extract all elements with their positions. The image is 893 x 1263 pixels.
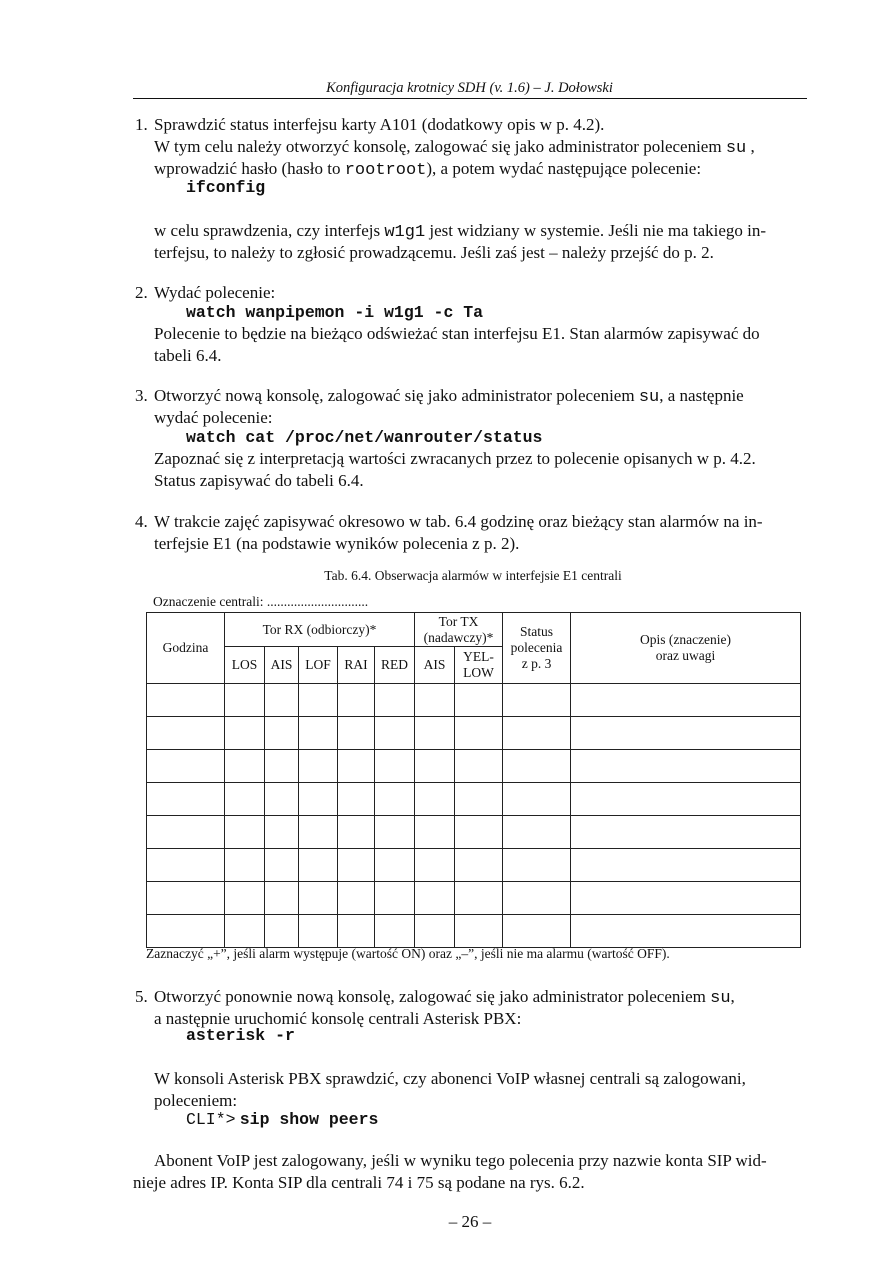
table-cell [455, 750, 503, 783]
step-5-number: 5. [135, 987, 148, 1006]
step-1-line-3: wprowadzić hasło (hasło to rootroot), a potem wydać następujące polecenie: [154, 159, 702, 180]
table-cell [147, 750, 225, 783]
header-ais-tx: AIS [415, 647, 455, 684]
inline-code: su [710, 989, 731, 1008]
cli-command: sip show peers [239, 1110, 379, 1129]
table-cell [503, 915, 571, 948]
table-cell [225, 849, 265, 882]
exchange-label: Oznaczenie centrali: .............................. [153, 594, 369, 609]
header-godzina: Godzina [147, 613, 225, 684]
table-cell [571, 717, 801, 750]
table-cell [415, 915, 455, 948]
table-cell [415, 849, 455, 882]
table-row [147, 750, 801, 783]
step-1-line-2: W tym celu należy otworzyć konsolę, zalogować się jako administrator poleceniem su , [154, 137, 755, 158]
inline-code: su [725, 139, 747, 158]
table-cell [338, 684, 375, 717]
table-caption: Tab. 6.4. Obserwacja alarmów w interfejsie E1 centrali [324, 568, 622, 583]
table-cell [503, 816, 571, 849]
table-cell [225, 816, 265, 849]
step-5-command: asterisk -r [186, 1026, 295, 1045]
table-cell [571, 684, 801, 717]
table-cell [375, 849, 415, 882]
table-row [147, 783, 801, 816]
table-footnote: Zaznaczyć „+”, jeśli alarm występuje (wartość ON) oraz „–”, jeśli nie ma alarmu (wartość OFF). [146, 946, 670, 961]
table-cell [571, 915, 801, 948]
table-cell [375, 915, 415, 948]
table-cell [375, 717, 415, 750]
table-cell [375, 684, 415, 717]
table-row [147, 816, 801, 849]
table-cell [415, 684, 455, 717]
table-cell [299, 849, 338, 882]
step-2-command: watch wanpipemon -i w1g1 -c Ta [186, 303, 484, 322]
step-1-line-5: terfejsu, to należy to zgłosić prowadzącemu. Jeśli zaś jest – należy przejść do p. 2. [154, 243, 714, 262]
table-cell [265, 684, 299, 717]
table-cell [375, 750, 415, 783]
table-cell [415, 717, 455, 750]
table-cell [503, 717, 571, 750]
table-cell [571, 750, 801, 783]
step-5-line-4: poleceniem: [154, 1091, 238, 1110]
table-cell [338, 750, 375, 783]
table-cell [338, 915, 375, 948]
step-5-line-2: a następnie uruchomić konsolę centrali Asterisk PBX: [154, 1009, 522, 1028]
closing-line-1: Abonent VoIP jest zalogowany, jeśli w wyniku tego polecenia przy nazwie konta SIP wid- [154, 1151, 767, 1170]
step-1-number: 1. [135, 115, 148, 134]
header-opis: Opis (znaczenie) oraz uwagi [571, 613, 801, 684]
step-5-line-1: Otworzyć ponownie nową konsolę, zalogować się jako administrator poleceniem su, [154, 987, 735, 1008]
header-ais-rx: AIS [265, 647, 299, 684]
table-cell [265, 849, 299, 882]
step-2-line-2: Polecenie to będzie na bieżąco odświeżać stan interfejsu E1. Stan alarmów zapisywać do [154, 324, 760, 343]
table-cell [503, 684, 571, 717]
table-cell [415, 816, 455, 849]
cli-command-line [186, 1108, 378, 1131]
table-cell [455, 882, 503, 915]
step-3-line-1: Otworzyć nową konsolę, zalogować się jako administrator poleceniem su, a następnie [154, 386, 744, 407]
table-cell [225, 915, 265, 948]
table-cell [299, 882, 338, 915]
inline-code: w1g1 [384, 223, 426, 242]
table-cell [503, 750, 571, 783]
table-row [147, 849, 801, 882]
table-cell [225, 750, 265, 783]
table-cell [299, 750, 338, 783]
step-3-line-4: Status zapisywać do tabeli 6.4. [154, 471, 364, 490]
table-cell [225, 684, 265, 717]
table-row [147, 684, 801, 717]
header-rule [133, 98, 807, 99]
table-cell [503, 849, 571, 882]
table-cell [225, 783, 265, 816]
table-cell [299, 717, 338, 750]
step-3-number: 3. [135, 386, 148, 405]
table-cell [455, 717, 503, 750]
step-2-line-3: tabeli 6.4. [154, 346, 222, 365]
table-cell [455, 915, 503, 948]
page-number: – 26 – [448, 1212, 492, 1231]
table-cell [571, 783, 801, 816]
table-cell [571, 882, 801, 915]
table-cell [299, 915, 338, 948]
table-cell [265, 783, 299, 816]
header-lof: LOF [299, 647, 338, 684]
running-header: Konfiguracja krotnicy SDH (v. 1.6) – J. Dołowski [326, 80, 613, 96]
header-red: RED [375, 647, 415, 684]
step-3-line-3: Zapoznać się z interpretacją wartości zwracanych przez to polecenie opisanych w p. 4.2. [154, 449, 756, 468]
table-cell [147, 849, 225, 882]
header-los: LOS [225, 647, 265, 684]
table-cell [375, 816, 415, 849]
table-cell [375, 783, 415, 816]
table-cell [299, 684, 338, 717]
step-2-line-1: Wydać polecenie: [154, 283, 276, 302]
header-status: Status polecenia z p. 3 [503, 613, 571, 684]
table-cell [455, 849, 503, 882]
table-cell [455, 783, 503, 816]
table-cell [147, 816, 225, 849]
table-row [147, 915, 801, 948]
cli-prompt: CLI*> [186, 1110, 236, 1129]
table-cell [455, 684, 503, 717]
step-5-line-3: W konsoli Asterisk PBX sprawdzić, czy abonenci VoIP własnej centrali są zalogowani, [154, 1069, 746, 1088]
step-3-command: watch cat /proc/net/wanrouter/status [186, 428, 543, 447]
table-cell [338, 717, 375, 750]
table-cell [225, 717, 265, 750]
step-4-number: 4. [135, 512, 148, 531]
header-rx: Tor RX (odbiorczy)* [225, 613, 415, 647]
table-cell [338, 783, 375, 816]
table-cell [338, 849, 375, 882]
table-cell [147, 882, 225, 915]
table-cell [455, 816, 503, 849]
table-cell [265, 915, 299, 948]
table-row [147, 882, 801, 915]
table-cell [503, 882, 571, 915]
table-cell [375, 882, 415, 915]
table-cell [415, 783, 455, 816]
step-1-line-4: w celu sprawdzenia, czy interfejs w1g1 jest widziany w systemie. Jeśli nie ma takiego in- [154, 221, 767, 242]
table-cell [265, 882, 299, 915]
table-cell [299, 783, 338, 816]
table-cell [265, 816, 299, 849]
header-rai: RAI [338, 647, 375, 684]
table-cell [338, 882, 375, 915]
table-cell [571, 849, 801, 882]
table-row [147, 717, 801, 750]
table-cell [147, 684, 225, 717]
alarm-observation-table [146, 612, 801, 948]
table-cell [225, 882, 265, 915]
table-cell [571, 816, 801, 849]
closing-line-2: nieje adres IP. Konta SIP dla centrali 74 i 75 są podane na rys. 6.2. [133, 1173, 585, 1192]
table-cell [338, 816, 375, 849]
step-3-line-2: wydać polecenie: [154, 408, 273, 427]
header-yellow: YEL- LOW [455, 647, 503, 684]
inline-code: su [638, 388, 660, 407]
table-cell [147, 783, 225, 816]
table-cell [299, 816, 338, 849]
table-cell [147, 717, 225, 750]
step-4-line-1: W trakcie zajęć zapisywać okresowo w tab. 6.4 godzinę oraz bieżący stan alarmów na in- [154, 512, 763, 531]
inline-code: rootroot [344, 161, 427, 180]
table-cell [503, 783, 571, 816]
table-cell [265, 750, 299, 783]
step-2-number: 2. [135, 283, 148, 302]
step-4-line-2: terfejsie E1 (na podstawie wyników polecenia z p. 2). [154, 534, 520, 553]
table-cell [415, 882, 455, 915]
table-cell [265, 717, 299, 750]
table-cell [415, 750, 455, 783]
header-tx: Tor TX (nadawczy)* [415, 613, 503, 647]
table-cell [147, 915, 225, 948]
step-1-line-1: Sprawdzić status interfejsu karty A101 (dodatkowy opis w p. 4.2). [154, 115, 605, 134]
step-1-command: ifconfig [186, 178, 266, 197]
